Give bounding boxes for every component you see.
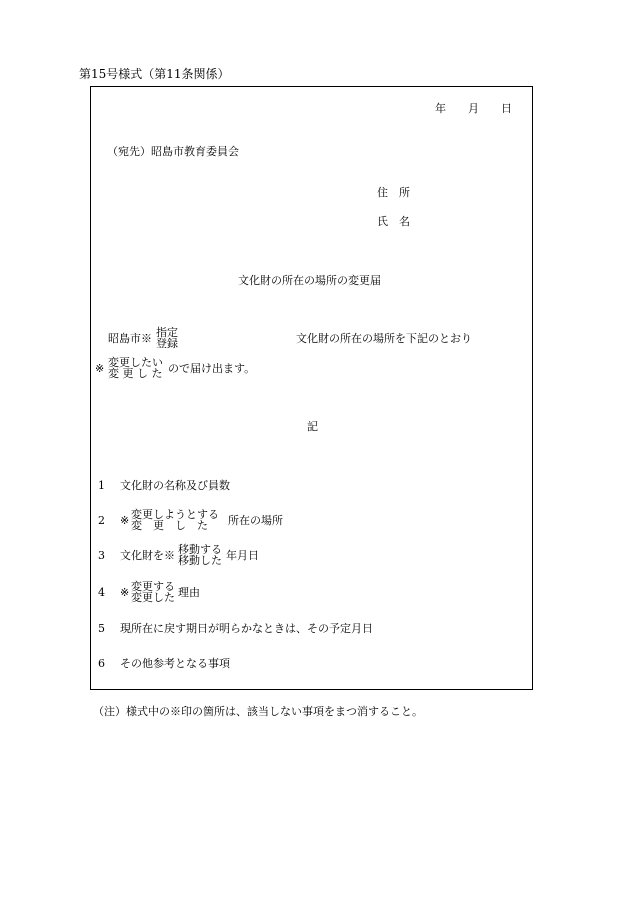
item-number: 3: [98, 549, 105, 562]
item-mark: ※: [120, 514, 130, 527]
designation-choice: [156, 327, 178, 349]
name-label: 氏 名: [377, 215, 410, 228]
change-option-top: 変更したい: [108, 356, 163, 369]
item-choice: [178, 544, 222, 566]
item-choice: [131, 509, 219, 531]
intro-prefix: 昭島市※: [108, 332, 152, 345]
item-suffix: 所在の場所: [228, 514, 283, 527]
item-prefix: 文化財を※: [120, 549, 175, 562]
item-text: 文化財の名称及び員数: [120, 479, 230, 492]
change-option-bottom: 変 更 し た: [108, 367, 163, 380]
item-text: その他参考となる事項: [120, 657, 230, 670]
item-suffix: 年月日: [226, 549, 259, 562]
item-choice-bottom: 変更した: [131, 591, 175, 604]
intro-mark: ※: [95, 362, 105, 375]
item-choice: [131, 581, 175, 603]
item-number: 2: [98, 514, 105, 527]
item-choice-bottom: 移動した: [178, 554, 222, 567]
footnote: （注）様式中の※印の箇所は、該当しない事項をまつ消すること。: [93, 705, 423, 718]
designation-option-toroku: 登録: [156, 337, 178, 350]
item-text: 現所在に戻す期日が明らかなときは、その予定月日: [120, 622, 373, 635]
item-choice-top: 移動する: [178, 543, 222, 556]
item-mark: ※: [120, 586, 130, 599]
change-choice: [108, 357, 163, 379]
date-line: 年 月 日: [435, 102, 512, 115]
item-choice-top: 変更しようとする: [131, 508, 219, 521]
addressee: （宛先）昭島市教育委員会: [107, 145, 239, 158]
item-number: 5: [98, 622, 105, 635]
intro-suffix: ので届け出ます。: [168, 362, 256, 375]
item-number: 6: [98, 657, 105, 670]
item-choice-top: 変更する: [131, 580, 175, 593]
item-number: 1: [98, 479, 105, 492]
intro-middle: 文化財の所在の場所を下記のとおり: [296, 332, 472, 345]
item-suffix: 理由: [178, 586, 200, 599]
ki-heading: 記: [307, 420, 318, 433]
item-choice-bottom: 変 更 し た: [131, 519, 208, 532]
form-number: 第15号様式（第11条関係）: [79, 67, 230, 81]
address-label: 住 所: [377, 186, 410, 199]
document-title: 文化財の所在の場所の変更届: [238, 274, 381, 287]
designation-option-shitei: 指定: [156, 326, 178, 339]
item-number: 4: [98, 586, 105, 599]
